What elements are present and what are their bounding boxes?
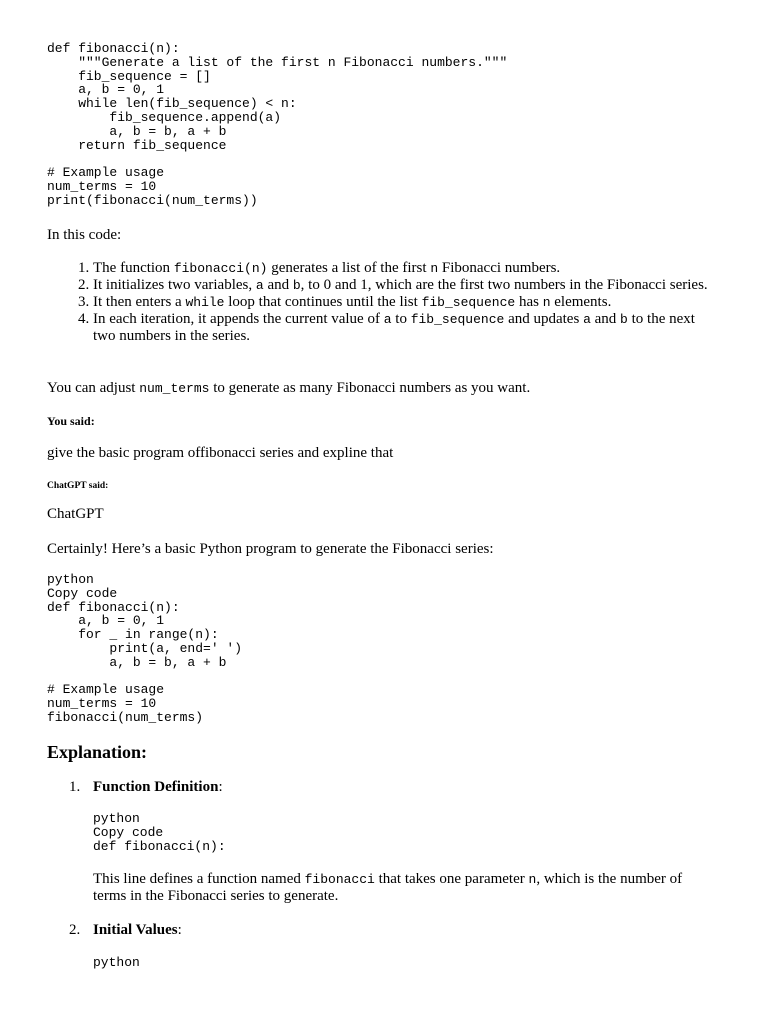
- step-number: 2.: [69, 922, 81, 938]
- list-item: 4. In each iteration, it appends the current value of a to fib_sequence and updates a and b to the next two numbers in the series.: [93, 311, 713, 345]
- step-title-function-definition: Function Definition:: [93, 779, 223, 795]
- user-message: give the basic program offibonacci series and expline that: [47, 445, 394, 461]
- list-item: 2. It initializes two variables, a and b, to 0 and 1, which are the first two numbers in the Fibonacci series.: [93, 277, 713, 294]
- explanation-list: [47, 260, 713, 345]
- list-item: 3. It then enters a while loop that continues until the list fib_sequence has n elements.: [93, 294, 713, 311]
- list-item: 1. The function fibonacci(n) generates a list of the first n Fibonacci numbers.: [93, 260, 713, 277]
- code-snippet-def: python Copy code def fibonacci(n):: [93, 811, 226, 854]
- intro-text: In this code:: [47, 227, 122, 243]
- function-definition-description: This line defines a function named fibonacci that takes one parameter n, which is the number of terms in the Fibonacci series to generate.: [93, 871, 683, 904]
- code-block-fibonacci-list: def fibonacci(n): """Generate a list of the first n Fibonacci numbers.""" fib_sequence = [] a, b = 0, 1 while len(fib_sequence) < n: fib_sequence.append(a) a, b = b, a + b return fib_sequence # Example usage num_terms = 10 print(fibonacci(num_terms)): [47, 41, 508, 208]
- chatgpt-said-label: ChatGPT said:: [47, 481, 109, 491]
- step-number: 1.: [69, 779, 81, 795]
- chatgpt-name: ChatGPT: [47, 506, 104, 522]
- step-title-initial-values: Initial Values:: [93, 922, 182, 938]
- response-intro: Certainly! Here’s a basic Python program to generate the Fibonacci series:: [47, 541, 494, 557]
- you-said-label: You said:: [47, 414, 95, 428]
- adjust-note: You can adjust num_terms to generate as many Fibonacci numbers as you want.: [47, 380, 531, 396]
- code-snippet-python-label: python: [93, 955, 140, 970]
- code-block-fibonacci-series: python Copy code def fibonacci(n): a, b = 0, 1 for _ in range(n): print(a, end=' ') a, b = b, a + b # Example usage num_terms = 10 fibonacci(num_terms): [47, 572, 243, 725]
- explanation-heading: Explanation:: [47, 742, 148, 762]
